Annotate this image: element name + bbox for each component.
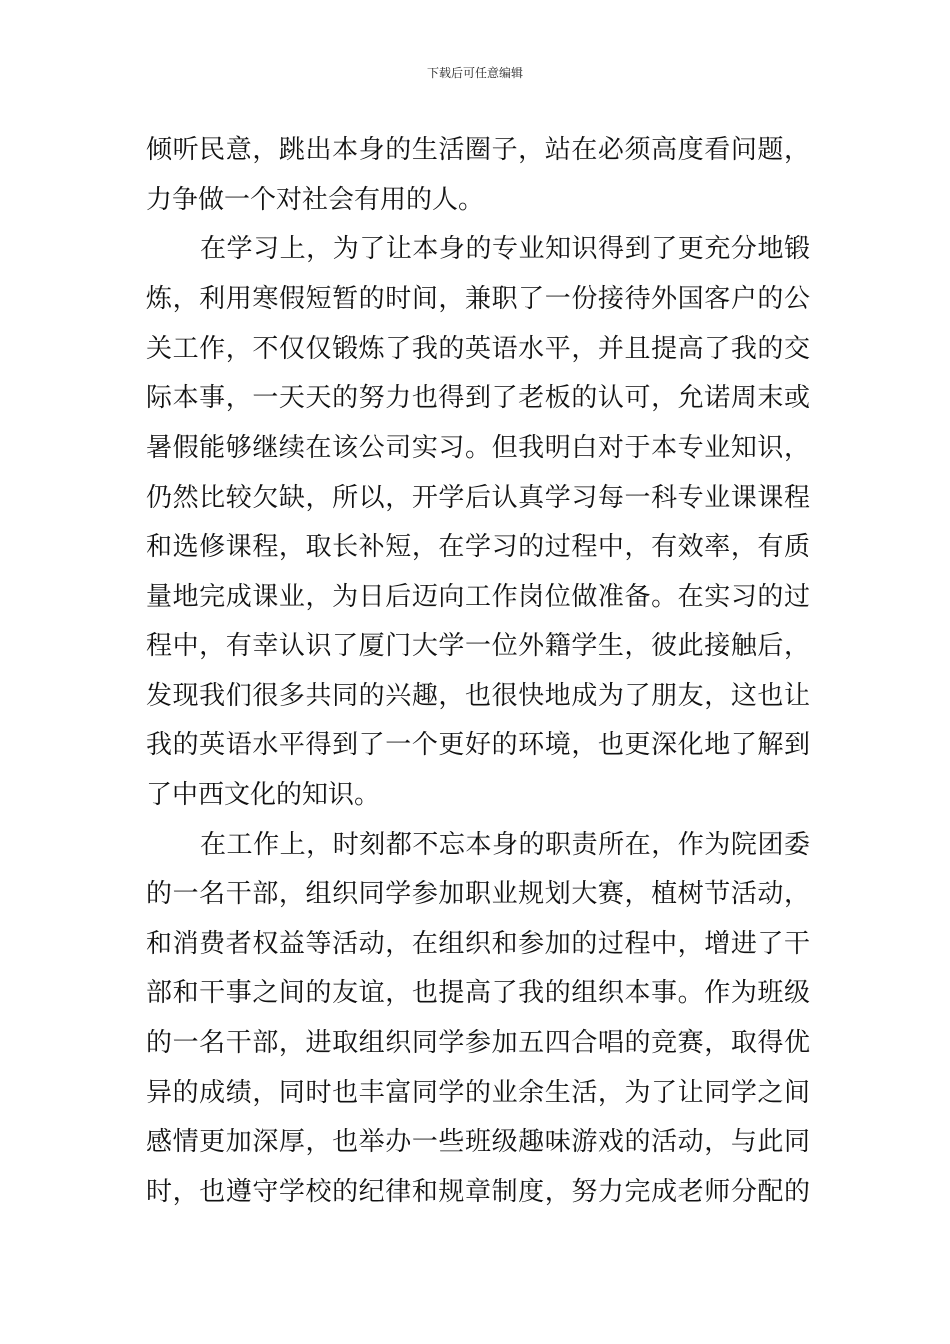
text-line: 程中，有幸认识了厦门大学一位外籍学生，彼此接触后， [146, 631, 810, 661]
text-line: 的一名干部，组织同学参加职业规划大赛，植树节活动， [146, 879, 810, 909]
text-line: 在学习上，为了让本身的专业知识得到了更充分地锻 [200, 234, 810, 264]
text-line: 在工作上，时刻都不忘本身的职责所在，作为院团委 [200, 830, 810, 860]
text-line: 异的成绩，同时也丰富同学的业余生活，为了让同学之间 [146, 1078, 810, 1108]
text-line: 仍然比较欠缺，所以，开学后认真学习每一科专业课课程 [146, 483, 810, 513]
text-line: 部和干事之间的友谊，也提高了我的组织本事。作为班级 [146, 978, 810, 1008]
text-line: 了中西文化的知识。 [146, 780, 381, 810]
text-line: 倾听民意，跳出本身的生活圈子，站在必须高度看问题， [146, 135, 810, 165]
text-line: 的一名干部，进取组织同学参加五四合唱的竞赛，取得优 [146, 1028, 810, 1058]
text-line: 我的英语水平得到了一个更好的环境，也更深化地了解到 [146, 730, 810, 760]
text-line: 炼，利用寒假短暂的时间，兼职了一份接待外国客户的公 [146, 284, 810, 314]
text-line: 时，也遵守学校的纪律和规章制度，努力完成老师分配的 [146, 1177, 810, 1207]
text-line: 感情更加深厚，也举办一些班级趣味游戏的活动，与此同 [146, 1127, 810, 1157]
text-line: 力争做一个对社会有用的人。 [146, 185, 485, 215]
text-line: 关工作，不仅仅锻炼了我的英语水平，并且提高了我的交 [146, 334, 810, 364]
text-line: 和选修课程，取长补短，在学习的过程中，有效率，有质 [146, 532, 810, 562]
page-header: 下载后可任意编辑 [426, 66, 523, 80]
text-line: 量地完成课业，为日后迈向工作岗位做准备。在实习的过 [146, 582, 810, 612]
text-line: 际本事，一天天的努力也得到了老板的认可，允诺周末或 [146, 383, 810, 413]
text-line: 和消费者权益等活动，在组织和参加的过程中，增进了干 [146, 929, 810, 959]
text-line: 暑假能够继续在该公司实习。但我明白对于本专业知识， [146, 433, 810, 463]
text-line: 发现我们很多共同的兴趣，也很快地成为了朋友，这也让 [146, 681, 810, 711]
